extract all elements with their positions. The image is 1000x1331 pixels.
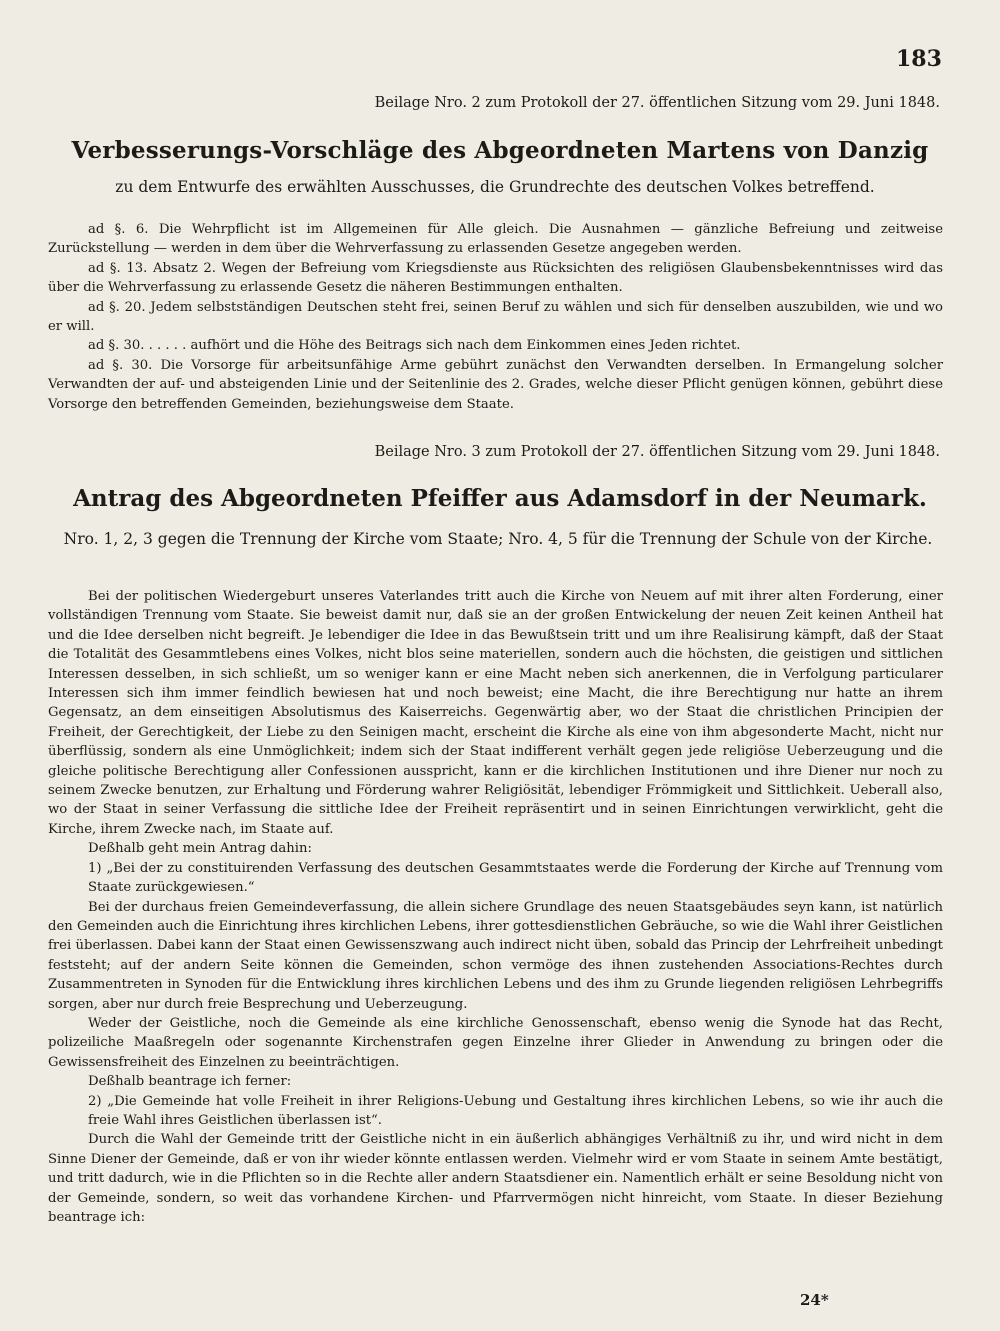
paragraph: ad §. 20. Jedem selbstständigen Deutschen steht frei, seinen Beruf zu wählen und sich für denselben auszubilden, wie und wo er will. xyxy=(48,299,943,335)
page-number: 183 xyxy=(896,46,942,72)
paragraph: Durch die Wahl der Gemeinde tritt der Geistliche nicht in ein äußerlich abhängiges Verhältniß zu ihr, und wird nicht in dem Sinne Diener der Gemeinde, daß er von ihr wieder könnte entlassen werden. Vielmehr wird er vom Staate in seinem Amte bestätigt, und tritt dadurch, wie in die Pflichten so in die Rechte aller andern Staatsdiener ein. Namentlich erhält er seine Besoldung nicht von der Gemeinde, sondern, so weit das vorhandene Kirchen- und Pfarrvermögen nicht hinreicht, vom Staate. In dieser Beziehung beantrage ich: xyxy=(48,1132,943,1225)
beilage-heading-2: Beilage Nro. 2 zum Protokoll der 27. öffentlichen Sitzung vom 29. Juni 1848. xyxy=(374,95,940,111)
beilage-heading-3: Beilage Nro. 3 zum Protokoll der 27. öffentlichen Sitzung vom 29. Juni 1848. xyxy=(374,444,940,460)
section-pfeiffer xyxy=(48,587,943,1227)
subtitle-pfeiffer: Nro. 1, 2, 3 gegen die Trennung der Kirche vom Staate; Nro. 4, 5 für die Trennung der Schule von der Kirche. xyxy=(63,530,933,548)
paragraph: Weder der Geistliche, noch die Gemeinde als eine kirchliche Genossenschaft, ebenso wenig die Synode hat das Recht, polizeiliche Maaßregeln oder sogenannte Kirchenstrafen gegen Einzelne ihrer Glieder in Anwendung zu bringen oder die Gewissensfreiheit des Einzelnen zu beeinträchtigen. xyxy=(48,1015,943,1070)
subtitle-martens: zu dem Entwurfe des erwählten Ausschusses, die Grundrechte des deutschen Volkes betreffend. xyxy=(115,178,875,196)
paragraph: Deßhalb beantrage ich ferner: xyxy=(88,1074,292,1090)
paragraph: ad §. 30. . . . . . aufhört und die Höhe des Beitrags sich nach dem Einkommen eines Jeden richtet. xyxy=(88,338,741,354)
paragraph: ad §. 30. Die Vorsorge für arbeitsunfähige Arme gebührt zunächst den Verwandten derselben. In Ermangelung solcher Verwandten der auf- und absteigenden Linie und der Seitenlinie des 2. Grades, welche dieser Pflicht genügen können, gebührt diese Vorsorge den betreffenden Gemeinden, beziehungsweise dem Staate. xyxy=(48,357,943,412)
paragraph: Deßhalb geht mein Antrag dahin: xyxy=(88,841,312,857)
paragraph: ad §. 13. Absatz 2. Wegen der Befreiung vom Kriegsdienste aus Rücksichten des religiösen Glaubensbekenntnisses wird das über die Wehrverfassung zu erlassende Gesetz die näheren Bestimmungen enthalten. xyxy=(48,260,943,296)
motion-item-1: 1) „Bei der zu constituirenden Verfassung des deutschen Gesammtstaates werde die Forderung der Kirche auf Trennung vom Staate zurückgewiesen.“ xyxy=(88,860,943,896)
section-martens xyxy=(48,220,943,414)
paragraph: Bei der politischen Wiedergeburt unseres Vaterlandes tritt auch die Kirche von Neuem auf mit ihrer alten Forderung, einer vollständigen Trennung vom Staate. Sie beweist damit nur, daß sie an der großen Entwickelung der neuen Zeit keinen Antheil hat und die Idee derselben nicht begreift. Je lebendiger die Idee in das Bewußtsein tritt und um ihre Realisirung kämpft, daß der Staat die Totalität des Gesammtlebens eines Volkes, nicht blos seine materiellen, sondern auch die höchsten, die geistigen und sittlichen Interessen desselben, in sich schließt, um so weniger kann er eine Macht neben sich anerkennen, die in Verfolgung particularer Interessen sich ihm immer feindlich bewiesen hat und noch beweist; eine Macht, die ihre Berechtigung nur hatte an ihrem Gegensatz, an dem einseitigen Absolutismus des Kaiserreichs. Gegenwärtig aber, wo der Staat die christlichen Principien der Freiheit, der Gerechtigkeit, der Liebe zu den Seinigen macht, erscheint die Kirche als eine von ihm abgesonderte Macht, nicht nur überflüssig, sondern als eine Unmöglichkeit; indem sich der Staat indifferent verhält gegen jede religiöse Ueberzeugung und die gleiche politische Berechtigung aller Confessionen ausspricht, kann er die kirchlichen Institutionen und ihre Diener nur noch zu seinem Zwecke benutzen, zur Erhaltung und Förderung wahrer Religiösität, lebendiger Frömmigkeit und Sittlichkeit. Ueberall also, wo der Staat in seiner Verfassung die sittliche Idee der Freiheit repräsentirt und in seinen Einrichtungen verwirklicht, geht die Kirche, ihrem Zwecke nach, im Staate auf. xyxy=(48,589,943,837)
title-pfeiffer: Antrag des Abgeordneten Pfeiffer aus Adamsdorf in der Neumark. xyxy=(73,485,927,512)
signature-mark: 24* xyxy=(800,1291,829,1309)
motion-item-2: 2) „Die Gemeinde hat volle Freiheit in ihrer Religions-Uebung und Gestaltung ihres kirchlichen Lebens, so wie ihr auch die freie Wahl ihres Geistlichen überlassen ist“. xyxy=(88,1093,943,1128)
paragraph: Bei der durchaus freien Gemeindeverfassung, die allein sichere Grundlage des neuen Staatsgebäudes seyn kann, ist natürlich den Gemeinden auch die Einrichtung ihres kirchlichen Lebens, ihrer gottesdienstlichen Gebräuche, so wie die Wahl ihrer Geistlichen frei überlassen. Dabei kann der Staat einen Gewissenszwang auch indirect nicht üben, sobald das Princip der Lehrfreiheit unbedingt feststeht; auf der andern Seite können die Gemeinden, schon vermöge des ihnen zustehenden Associations-Rechtes durch Zusammentreten in Synoden für die Entwicklung ihres kirchlichen Lebens und des ihm zu Grunde liegenden religiösen Lehrbegriffs sorgen, aber nur durch freie Besprechung und Ueberzeugung. xyxy=(48,899,943,1012)
paragraph: ad §. 6. Die Wehrpflicht ist im Allgemeinen für Alle gleich. Die Ausnahmen — gänzliche Befreiung und zeitweise Zurückstellung — werden in dem über die Wehrverfassung zu erlassenden Gesetze angegeben werden. xyxy=(48,222,943,257)
title-martens: Verbesserungs-Vorschläge des Abgeordneten Martens von Danzig xyxy=(71,137,929,164)
